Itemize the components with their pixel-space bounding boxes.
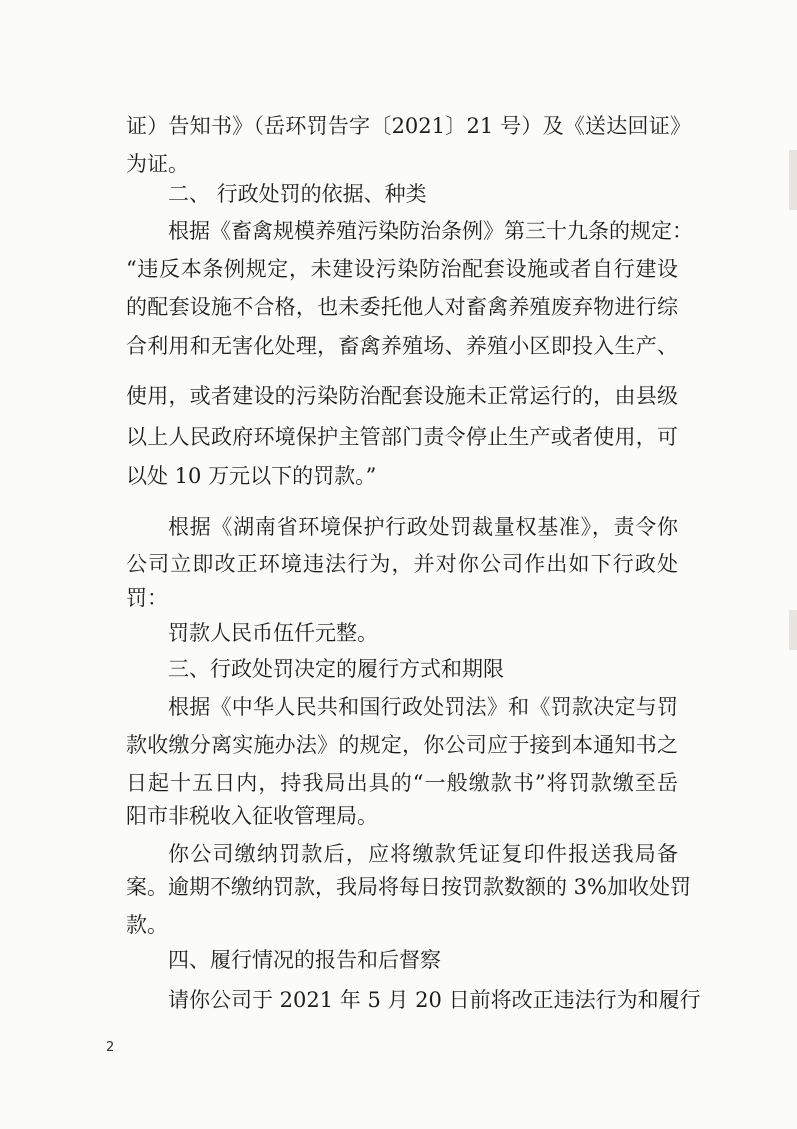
text-line: “违反本条例规定，未建设污染防治配套设施或者自行建设 (126, 257, 678, 281)
section-heading: 四、履行情况的报告和后督察 (168, 948, 441, 972)
text-line: 以上人民政府环境保护主管部门责令停止生产或者使用，可 (126, 425, 678, 449)
text-line: 罚款人民币伍仟元整。 (168, 621, 378, 645)
text-line: 款。 (126, 913, 168, 937)
text-line: 阳市非税收入征收管理局。 (126, 804, 378, 828)
text-line: 款收缴分离实施办法》的规定，你公司应于接到本通知书之 (126, 733, 678, 757)
section-heading: 三、行政处罚决定的履行方式和期限 (168, 657, 504, 681)
text-line: 证）告知书》（岳环罚告字〔2021〕21 号）及《送达回证》 (126, 114, 691, 138)
text-line: 日起十五日内，持我局出具的“一般缴款书”将罚款缴至岳 (126, 771, 678, 795)
text-line: 根据《湖南省环境保护行政处罚裁量权基准》，责令你 (168, 515, 678, 539)
text-line: 请你公司于 2021 年 5 月 20 日前将改正违法行为和履行 (168, 988, 701, 1012)
text-line: 以处 10 万元以下的罚款。” (126, 464, 377, 488)
scan-edge-mark (789, 150, 797, 210)
text-line: 案。逾期不缴纳罚款，我局将每日按罚款数额的 3%加收处罚 (126, 875, 691, 899)
text-line: 使用，或者建设的污染防治配套设施未正常运行的，由县级 (126, 384, 678, 408)
text-line: 根据《畜禽规模养殖污染防治条例》第三十九条的规定： (168, 219, 693, 243)
page-number: 2 (106, 1040, 115, 1055)
text-line: 根据《中华人民共和国行政处罚法》和《罚款决定与罚 (168, 695, 678, 719)
text-line: 的配套设施不合格，也未委托他人对畜禽养殖废弃物进行综 (126, 295, 678, 319)
scan-edge-mark (789, 610, 797, 650)
text-line: 为证。 (126, 152, 189, 176)
text-line: 合利用和无害化处理，畜禽养殖场、养殖小区即投入生产、 (126, 334, 678, 358)
text-line: 公司立即改正环境违法行为，并对你公司作出如下行政处 (126, 552, 678, 576)
section-heading: 二、 行政处罚的依据、种类 (168, 182, 427, 206)
text-line: 你公司缴纳罚款后，应将缴款凭证复印件报送我局备 (168, 842, 678, 866)
text-line: 罚： (126, 586, 168, 610)
